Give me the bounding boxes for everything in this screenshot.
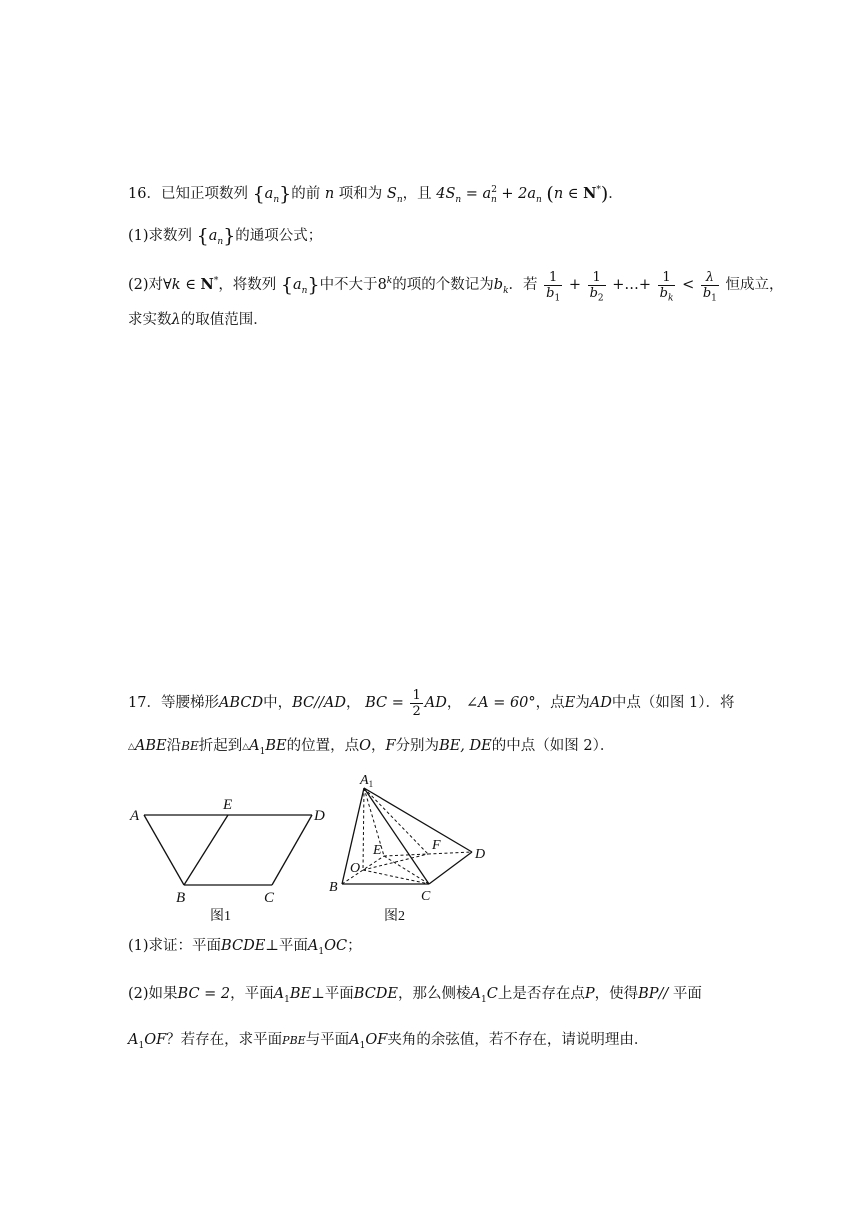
edge-A1O (363, 788, 364, 870)
q17-part-1: (1)求证：平面BCDE⊥平面$A_1OC$； (128, 938, 362, 957)
label-B: B (329, 880, 338, 895)
figure-2-caption: 图2 (384, 909, 405, 924)
q17-part-2: (2)如果BC = 2，平面$A_1BE\perp$平面BCDE，那么侧棱$A_1C$上是否存在点P，使得BP// 平面 (128, 986, 702, 1005)
label-E: E (373, 843, 382, 858)
label-C: C (264, 890, 275, 906)
figure-1-caption: 图1 (210, 909, 231, 924)
label-D: D (475, 847, 486, 862)
figure-2-pyramid (322, 770, 502, 926)
segment-AB (144, 815, 184, 885)
figure-1-trapezoid (126, 796, 336, 926)
fraction-1-b2: $\frac{1}{b_2}$ (589, 269, 604, 304)
fraction-lambda-b1: $\frac{\lambda}{b_1}$ (702, 269, 717, 304)
label-A1: $A_1$ (360, 773, 374, 789)
fraction-1-b1: $\frac{1}{b_1}$ (546, 269, 561, 304)
edge-CD (429, 852, 472, 884)
label-O: O (350, 861, 361, 876)
edge-OC (363, 870, 429, 884)
q17-line-2: △ABE沿BE折起到$\triangle A_1BE$的位置，点O，F分别为BE, DE的中点（如图 2）． (128, 738, 615, 757)
label-B: B (176, 890, 186, 906)
q16-part-2-cont: 求实数λ的取值范围． (128, 312, 268, 328)
q16-part-1: (1)求数列 $\{a_n\}$的通项公式； (128, 225, 323, 247)
q16-part-2: (2)对∀k ∈ N*，将数列 $\{a_n\}$中不大于8$^k$的项的个数记为$b_k$．若 $\frac{1}{b_1}$ + $\frac{1}{b_2}$ +…+ $\frac{1}{b_k}$ < $\frac{\lambda}{b_1}$ 恒成立， (128, 269, 784, 304)
fraction-1-bk: $\frac{1}{b_k}$ (659, 269, 674, 304)
edge-A1C (364, 788, 429, 884)
label-E: E (223, 797, 233, 813)
fraction-half: $\frac{1}{2}$ (412, 687, 421, 719)
q17-part-2-cont: $A_1OF$？若存在，求平面PBE与平面$A_1OF$夹角的余弦值，若不存在，请说明理由． (128, 1032, 649, 1051)
label-F: F (432, 838, 441, 853)
q17-line-1: 17．等腰梯形ABCD中，BC//AD， BC = $\frac{1}{2}$ AD， ∠A = 60°，点E为AD中点（如图 1）．将 (128, 687, 735, 719)
label-D: D (314, 808, 325, 824)
q16-line-1: 16．已知正项数列 $\{a_n\}$的前 n 项和为 $S_n$，且 $4S_n = a^2_n + 2a_n$ (n ∈ N*)． (128, 183, 623, 205)
edge-EC (384, 856, 429, 884)
segment-CD (272, 815, 312, 885)
segment-BE (184, 815, 228, 885)
label-A: A (130, 808, 140, 824)
label-C: C (421, 889, 431, 904)
